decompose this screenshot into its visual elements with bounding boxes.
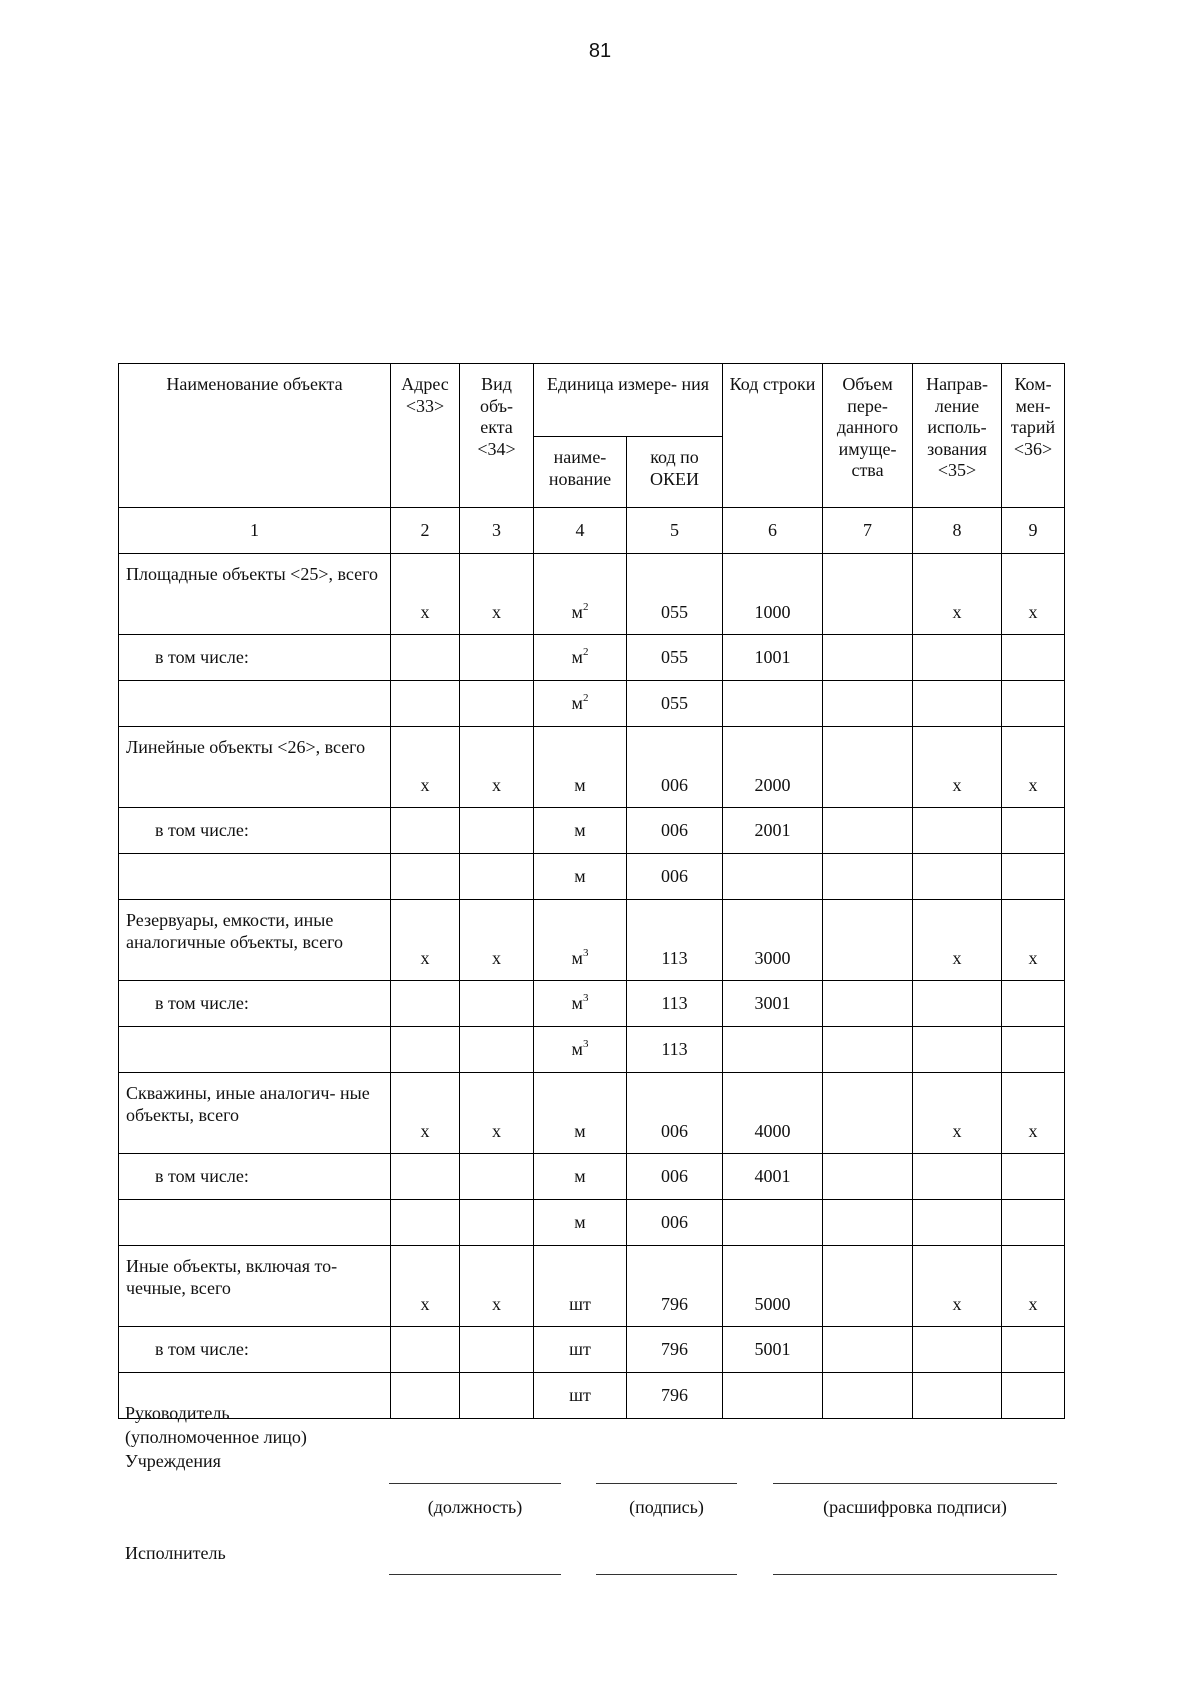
object-type-cell: х <box>460 554 534 635</box>
comment-cell: х <box>1002 727 1065 808</box>
head-label-line: Учреждения <box>125 1451 221 1471</box>
total-row <box>119 727 1065 808</box>
address-cell <box>391 681 460 727</box>
line-code-cell <box>723 1200 823 1246</box>
address-cell <box>391 854 460 900</box>
address-cell: х <box>391 554 460 635</box>
object-type-cell <box>460 1154 534 1200</box>
object-name-cell: Резервуары, емкости, иные аналогичные объекты, всего <box>119 900 391 981</box>
line-code-cell: 5000 <box>723 1246 823 1327</box>
object-name-cell: в том числе: <box>119 808 391 854</box>
line-code-cell: 5001 <box>723 1327 823 1373</box>
direction-cell: х <box>913 554 1002 635</box>
column-number: 2 <box>391 508 460 554</box>
volume-cell <box>823 1327 913 1373</box>
line-code-cell: 4001 <box>723 1154 823 1200</box>
object-type-cell <box>460 1027 534 1073</box>
okei-code-cell: 055 <box>627 635 723 681</box>
line-code-cell: 2001 <box>723 808 823 854</box>
okei-code-cell: 006 <box>627 1073 723 1154</box>
unit-name-cell <box>534 681 627 727</box>
object-name-cell: в том числе: <box>119 1327 391 1373</box>
line-code-cell <box>723 1027 823 1073</box>
header-unit-group: Единица измере- ния <box>534 364 723 437</box>
volume-cell <box>823 1373 913 1419</box>
unit-text: м <box>574 775 586 796</box>
address-cell: х <box>391 900 460 981</box>
unit-text: м <box>571 646 583 667</box>
header-direction: Направ- ление исполь- зования <35> <box>913 364 1002 508</box>
total-row <box>119 1246 1065 1327</box>
executor-position-line[interactable] <box>389 1574 561 1575</box>
column-number-row <box>119 508 1065 554</box>
column-number: 3 <box>460 508 534 554</box>
head-label-line: (уполномоченное лицо) <box>125 1427 307 1447</box>
address-cell <box>391 808 460 854</box>
line-code-cell <box>723 681 823 727</box>
executor-label: Исполнитель <box>125 1543 226 1563</box>
okei-code-cell: 796 <box>627 1246 723 1327</box>
volume-cell <box>823 681 913 727</box>
blank-row <box>119 681 1065 727</box>
direction-cell <box>913 854 1002 900</box>
direction-cell <box>913 1027 1002 1073</box>
okei-code-cell: 006 <box>627 1200 723 1246</box>
direction-cell: х <box>913 900 1002 981</box>
address-cell <box>391 1154 460 1200</box>
comment-cell <box>1002 808 1065 854</box>
object-type-cell: х <box>460 1246 534 1327</box>
column-number: 9 <box>1002 508 1065 554</box>
unit-name-cell <box>534 900 627 981</box>
address-cell <box>391 1327 460 1373</box>
okei-code-cell: 006 <box>627 854 723 900</box>
object-name-cell: в том числе: <box>119 635 391 681</box>
executor-signature-line[interactable] <box>596 1574 737 1575</box>
unit-name-cell <box>534 554 627 635</box>
blank-row <box>119 1200 1065 1246</box>
unit-text: м <box>571 602 583 623</box>
direction-cell <box>913 1327 1002 1373</box>
address-cell <box>391 1027 460 1073</box>
comment-cell <box>1002 635 1065 681</box>
comment-cell <box>1002 1154 1065 1200</box>
unit-exponent: 2 <box>582 601 589 614</box>
header-object-type: Вид объ- екта <34> <box>460 364 534 508</box>
unit-exponent: 3 <box>582 991 589 1004</box>
total-row <box>119 554 1065 635</box>
unit-name-cell <box>534 1373 627 1419</box>
comment-cell <box>1002 854 1065 900</box>
volume-cell <box>823 1027 913 1073</box>
address-cell <box>391 1373 460 1419</box>
volume-cell <box>823 1246 913 1327</box>
volume-cell <box>823 900 913 981</box>
object-name-cell <box>119 1373 391 1419</box>
unit-text: м <box>571 948 583 969</box>
unit-text: м <box>571 1038 583 1059</box>
unit-text: м <box>571 692 583 713</box>
including-row <box>119 981 1065 1027</box>
unit-name-cell <box>534 1073 627 1154</box>
okei-code-cell: 006 <box>627 1154 723 1200</box>
including-row <box>119 1154 1065 1200</box>
object-name-cell: Площадные объекты <25>, всего <box>119 554 391 635</box>
line-code-cell <box>723 1373 823 1419</box>
including-row <box>119 635 1065 681</box>
executor-decoding-line[interactable] <box>773 1574 1057 1575</box>
volume-cell <box>823 554 913 635</box>
object-name-cell: в том числе: <box>119 981 391 1027</box>
line-code-cell: 3001 <box>723 981 823 1027</box>
unit-text: шт <box>569 1384 591 1405</box>
okei-code-cell: 055 <box>627 554 723 635</box>
including-row <box>119 1327 1065 1373</box>
volume-cell <box>823 1154 913 1200</box>
unit-text: шт <box>569 1294 591 1315</box>
object-type-cell: х <box>460 727 534 808</box>
object-type-cell: х <box>460 1073 534 1154</box>
blank-row <box>119 1027 1065 1073</box>
line-code-cell: 2000 <box>723 727 823 808</box>
direction-cell <box>913 808 1002 854</box>
page-number: 81 <box>588 40 612 62</box>
column-number: 5 <box>627 508 723 554</box>
address-cell <box>391 1200 460 1246</box>
unit-name-cell <box>534 635 627 681</box>
comment-cell <box>1002 681 1065 727</box>
unit-name-cell <box>534 981 627 1027</box>
volume-cell <box>823 981 913 1027</box>
okei-code-cell: 113 <box>627 981 723 1027</box>
comment-cell <box>1002 981 1065 1027</box>
direction-cell: х <box>913 727 1002 808</box>
okei-code-cell: 113 <box>627 1027 723 1073</box>
header-line-code: Код строки <box>723 364 823 508</box>
comment-cell <box>1002 1327 1065 1373</box>
column-number: 6 <box>723 508 823 554</box>
object-type-cell <box>460 681 534 727</box>
object-type-cell <box>460 635 534 681</box>
unit-text: м <box>574 1211 586 1232</box>
object-name-cell <box>119 1200 391 1246</box>
comment-cell <box>1002 1200 1065 1246</box>
object-name-cell: Скважины, иные аналогич- ные объекты, всего <box>119 1073 391 1154</box>
direction-cell <box>913 1154 1002 1200</box>
total-row <box>119 1073 1065 1154</box>
unit-exponent: 2 <box>582 691 589 704</box>
volume-cell <box>823 1073 913 1154</box>
okei-code-cell: 796 <box>627 1327 723 1373</box>
object-type-cell <box>460 1373 534 1419</box>
comment-cell: х <box>1002 900 1065 981</box>
column-number: 1 <box>119 508 391 554</box>
comment-cell <box>1002 1373 1065 1419</box>
okei-code-cell: 055 <box>627 681 723 727</box>
unit-exponent: 3 <box>582 947 589 960</box>
position-line[interactable] <box>389 1483 561 1484</box>
address-cell: х <box>391 1246 460 1327</box>
unit-text: м <box>574 1121 586 1142</box>
object-type-cell <box>460 1327 534 1373</box>
head-label-line: Руководитель <box>125 1403 230 1423</box>
report-table <box>118 363 1065 1419</box>
header-address: Адрес <33> <box>391 364 460 508</box>
okei-code-cell: 006 <box>627 808 723 854</box>
position-caption: (должность) <box>427 1497 523 1517</box>
direction-cell <box>913 1373 1002 1419</box>
unit-text: шт <box>569 1338 591 1359</box>
object-name-cell: в том числе: <box>119 1154 391 1200</box>
unit-name-cell <box>534 1200 627 1246</box>
volume-cell <box>823 727 913 808</box>
okei-code-cell: 006 <box>627 727 723 808</box>
comment-cell: х <box>1002 1246 1065 1327</box>
signature-caption: (подпись) <box>629 1497 704 1517</box>
unit-text: м <box>574 865 586 886</box>
line-code-cell: 3000 <box>723 900 823 981</box>
direction-cell <box>913 635 1002 681</box>
unit-name-cell <box>534 727 627 808</box>
comment-cell <box>1002 1027 1065 1073</box>
volume-cell <box>823 854 913 900</box>
column-number: 7 <box>823 508 913 554</box>
address-cell <box>391 635 460 681</box>
unit-name-cell <box>534 1327 627 1373</box>
header-name: Наименование объекта <box>119 364 391 508</box>
address-cell: х <box>391 727 460 808</box>
direction-cell <box>913 981 1002 1027</box>
total-row <box>119 900 1065 981</box>
object-type-cell <box>460 808 534 854</box>
column-number: 8 <box>913 508 1002 554</box>
including-row <box>119 808 1065 854</box>
line-code-cell: 1000 <box>723 554 823 635</box>
object-name-cell: Иные объекты, включая то- чечные, всего <box>119 1246 391 1327</box>
object-type-cell: х <box>460 900 534 981</box>
volume-cell <box>823 635 913 681</box>
volume-cell <box>823 808 913 854</box>
object-name-cell <box>119 1027 391 1073</box>
unit-name-cell <box>534 1027 627 1073</box>
okei-code-cell: 796 <box>627 1373 723 1419</box>
object-name-cell <box>119 854 391 900</box>
direction-cell <box>913 1200 1002 1246</box>
address-cell: х <box>391 1073 460 1154</box>
unit-name-cell <box>534 808 627 854</box>
column-number: 4 <box>534 508 627 554</box>
object-type-cell <box>460 854 534 900</box>
object-name-cell <box>119 681 391 727</box>
comment-cell: х <box>1002 554 1065 635</box>
object-name-cell: Линейные объекты <26>, всего <box>119 727 391 808</box>
direction-cell: х <box>913 1073 1002 1154</box>
volume-cell <box>823 1200 913 1246</box>
address-cell <box>391 981 460 1027</box>
unit-name-cell <box>534 1154 627 1200</box>
signature-line[interactable] <box>596 1483 737 1484</box>
comment-cell: х <box>1002 1073 1065 1154</box>
table-body <box>119 554 1065 1419</box>
decoding-caption: (расшифровка подписи) <box>823 1497 1007 1517</box>
object-type-cell <box>460 1200 534 1246</box>
line-code-cell <box>723 854 823 900</box>
unit-text: м <box>574 1165 586 1186</box>
header-unit-name: наиме- нование <box>534 437 627 508</box>
direction-cell <box>913 681 1002 727</box>
decoding-line[interactable] <box>773 1483 1057 1484</box>
header-comment: Ком- мен- тарий <36> <box>1002 364 1065 508</box>
unit-text: м <box>571 992 583 1013</box>
direction-cell: х <box>913 1246 1002 1327</box>
okei-code-cell: 113 <box>627 900 723 981</box>
unit-name-cell <box>534 1246 627 1327</box>
blank-row <box>119 1373 1065 1419</box>
unit-text: м <box>574 819 586 840</box>
unit-name-cell <box>534 854 627 900</box>
blank-row <box>119 854 1065 900</box>
line-code-cell: 4000 <box>723 1073 823 1154</box>
header-volume: Объем пере- данного имуще- ства <box>823 364 913 508</box>
unit-exponent: 2 <box>582 645 589 658</box>
line-code-cell: 1001 <box>723 635 823 681</box>
object-type-cell <box>460 981 534 1027</box>
unit-exponent: 3 <box>582 1037 589 1050</box>
header-unit-code: код по ОКЕИ <box>627 437 723 508</box>
